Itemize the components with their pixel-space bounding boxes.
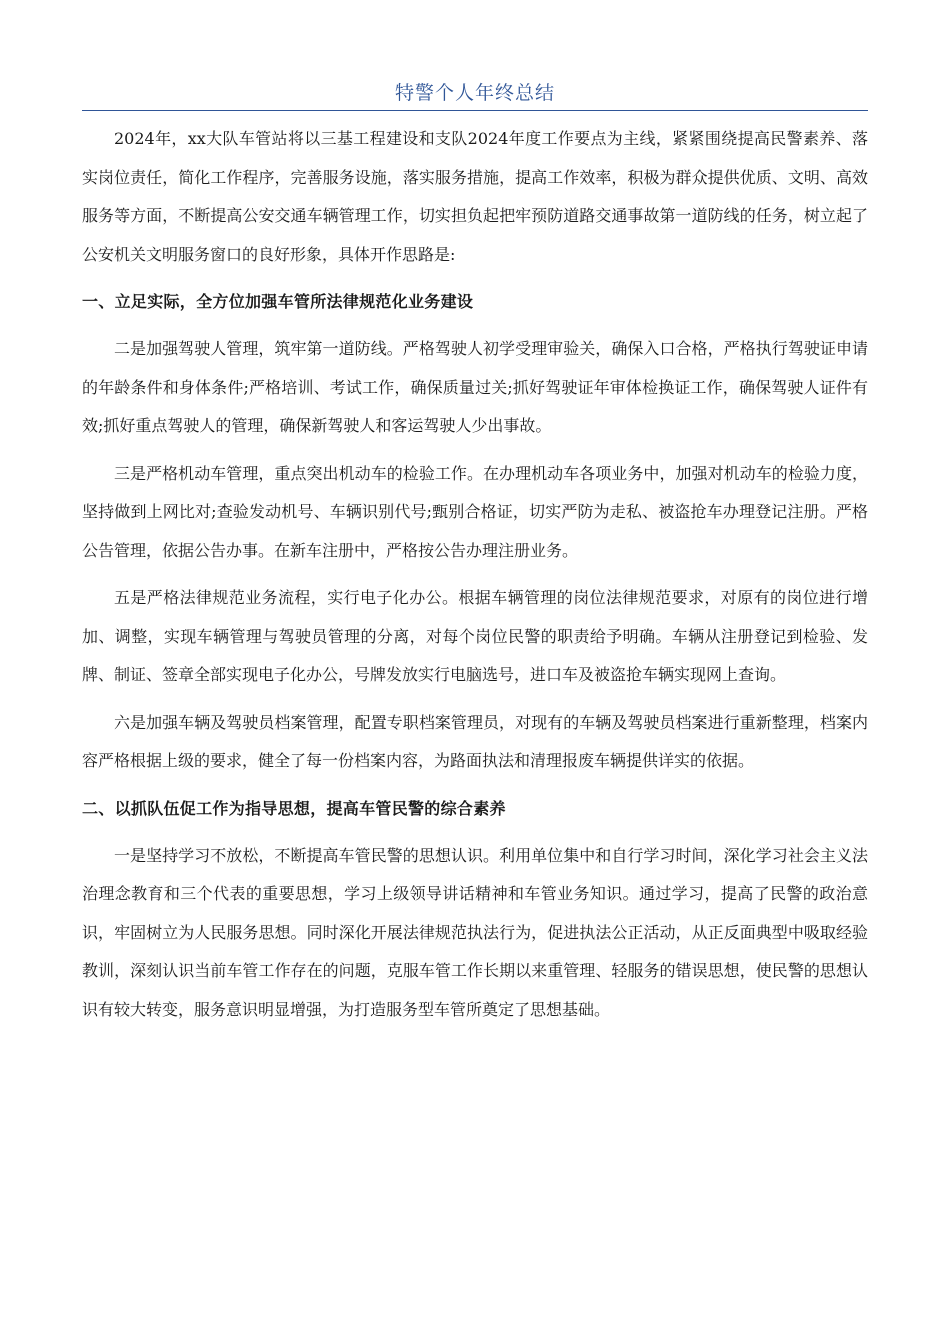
- document-title: 特警个人年终总结: [82, 78, 868, 111]
- body-paragraph: 三是严格机动车管理，重点突出机动车的检验工作。在办理机动车各项业务中，加强对机动车的检验力度，坚持做到上网比对;查验发动机号、车辆识别代号;甄别合格证，切实严防为走私、被盗抢车办理登记注册。严格公告管理，依据公告办事。在新车注册中，严格按公告办理注册业务。: [82, 463, 868, 560]
- body-paragraph: 二是加强驾驶人管理，筑牢第一道防线。严格驾驶人初学受理审验关，确保入口合格，严格执行驾驶证申请的年龄条件和身体条件;严格培训、考试工作，确保质量过关;抓好驾驶证年审体检换证工作，确保驾驶人证件有效;抓好重点驾驶人的管理，确保新驾驶人和客运驾驶人少出事故。: [82, 339, 868, 435]
- section-heading-1: 一、立足实际，全方位加强车管所法律规范化业务建设: [82, 292, 474, 311]
- intro-paragraph: 2024年，xx大队车管站将以三基工程建设和支队2024年度工作要点为主线，紧紧围绕提高民警素养、落实岗位责任，简化工作程序，完善服务设施，落实服务措施，提高工作效率，积极为群众提供优质、文明、高效服务等方面，不断提高公安交通车辆管理工作，切实担负起把牢预防道路交通事故第一道防线的任务，树立起了公安机关文明服务窗口的良好形象，具体开作思路是:: [82, 129, 868, 264]
- body-paragraph: 六是加强车辆及驾驶员档案管理，配置专职档案管理员，对现有的车辆及驾驶员档案进行重新整理，档案内容严格根据上级的要求，健全了每一份档案内容，为路面执法和清理报废车辆提供详实的依据。: [82, 712, 868, 770]
- body-paragraph: 一是坚持学习不放松，不断提高车管民警的思想认识。利用单位集中和自行学习时间，深化学习社会主义法治理念教育和三个代表的重要思想，学习上级领导讲话精神和车管业务知识。通过学习，提高了民警的政治意识，牢固树立为人民服务思想。同时深化开展法律规范执法行为，促进执法公正活动，从正反面典型中吸取经验教训，深刻认识当前车管工作存在的问题，克服车管工作长期以来重管理、轻服务的错误思想，使民警的思想认识有较大转变，服务意识明显增强，为打造服务型车管所奠定了思想基础。: [82, 845, 868, 1019]
- document-page: [82, 78, 868, 1029]
- section-heading-2: 二、以抓队伍促工作为指导思想，提高车管民警的综合素养: [82, 798, 506, 818]
- body-paragraph: 五是严格法律规范业务流程，实行电子化办公。根据车辆管理的岗位法律规范要求，对原有的岗位进行增加、调整，实现车辆管理与驾驶员管理的分离，对每个岗位民警的职责给予明确。车辆从注册登记到检验、发牌、制证、签章全部实现电子化办公，号牌发放实行电脑选号，进口车及被盗抢车辆实现网上查询。: [82, 588, 868, 684]
